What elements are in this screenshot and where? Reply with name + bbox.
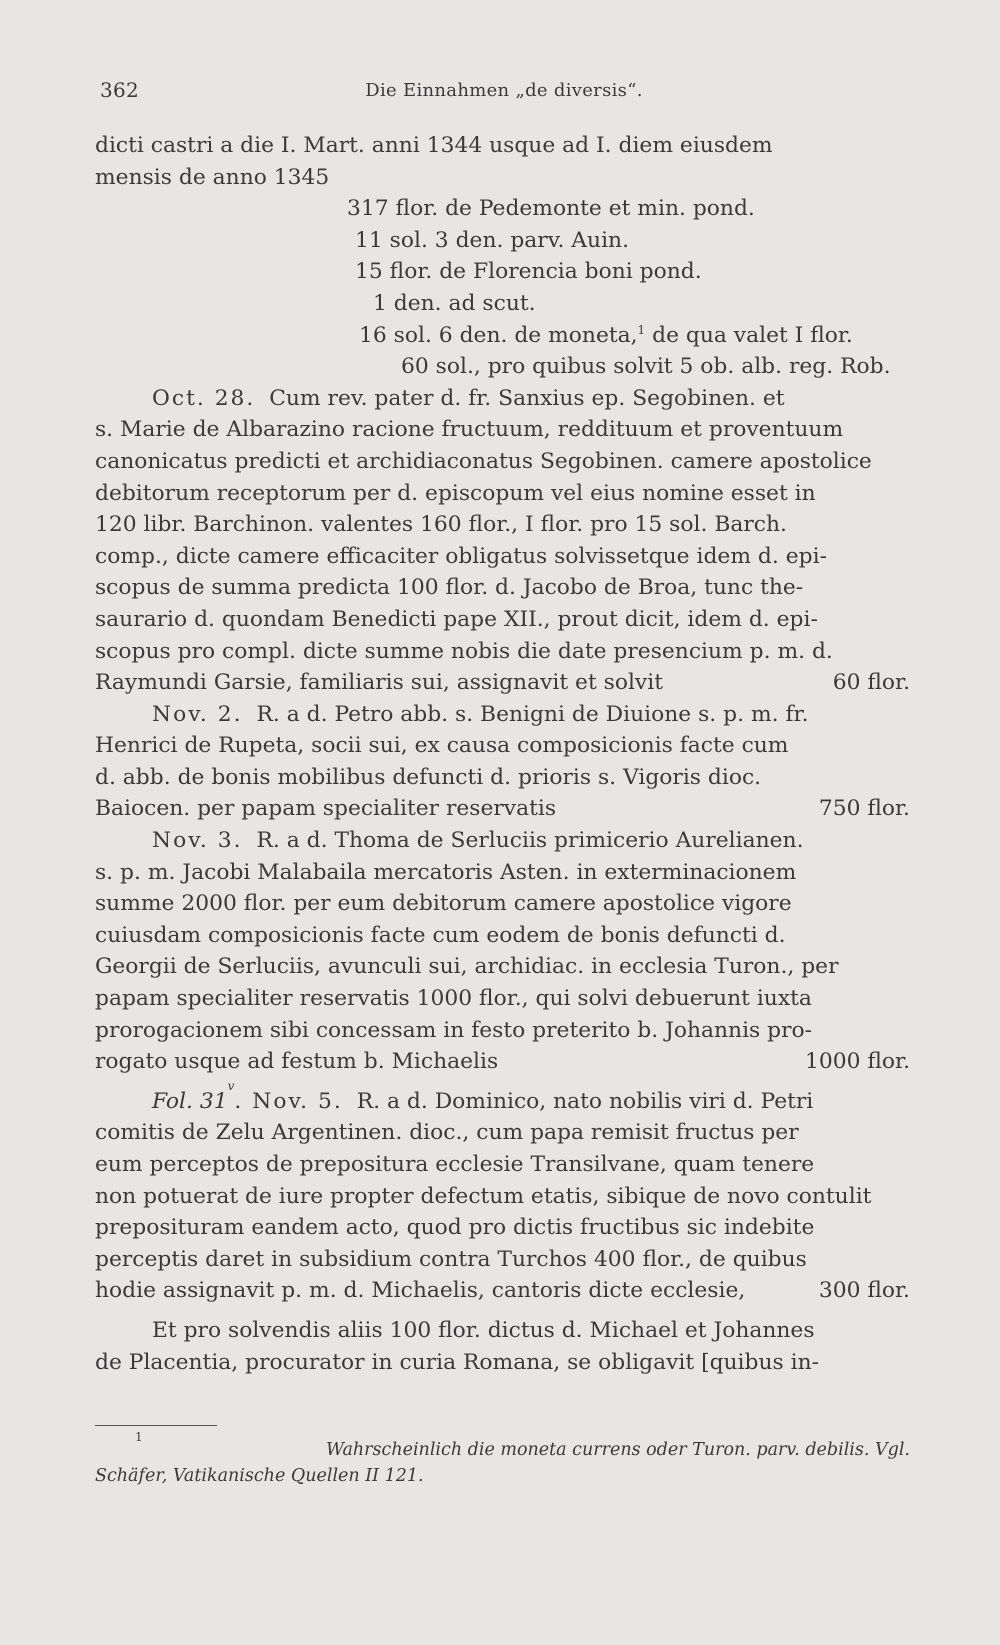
amount-line	[95, 320, 910, 352]
text-line: preposituram eandem acto, quod pro dictis fructibus sic indebite	[95, 1215, 815, 1241]
main-text	[95, 130, 910, 1378]
entry-date: . Nov. 5.	[234, 1088, 343, 1114]
entry-date: Oct. 28.	[152, 385, 256, 411]
footnote-line	[95, 1463, 910, 1489]
amount-line: 60 sol., pro quibus solvit 5 ob. alb. reg. Rob.	[401, 354, 891, 380]
text-line: de Placentia, procurator in curia Romana, se obligavit [quibus in-	[95, 1349, 820, 1375]
text-line: prorogacionem sibi concessam in festo preterito b. Johannis pro-	[95, 1017, 813, 1043]
text-line: Henrici de Rupeta, socii sui, ex causa composicionis facte cum	[95, 733, 789, 759]
footnote-marker: 1	[637, 322, 646, 337]
text-line-with-amount	[95, 1046, 910, 1078]
text-line-with-amount	[95, 1275, 910, 1307]
text-line: s. p. m. Jacobi Malabaila mercatoris Asten. in exterminacionem	[95, 859, 797, 885]
paragraph-first-line: Et pro solvendis aliis 100 flor. dictus d. Michael et Johannes	[152, 1317, 815, 1343]
footnotes	[95, 1430, 910, 1489]
page-header	[100, 78, 908, 108]
footnote-text: Schäfer, Vatikanische Quellen II 121.	[95, 1466, 424, 1486]
text-line: R. a d. Petro abb. s. Benigni de Diuione s. p. m. fr.	[256, 701, 809, 727]
text-line: s. Marie de Albarazino racione fructuum, reddituum et proventuum	[95, 417, 844, 443]
text-line: comp., dicte camere efficaciter obligatus solvissetque idem d. epi-	[95, 543, 827, 569]
text-line: debitorum receptorum per d. episcopum vel eius nomine esset in	[95, 480, 816, 506]
text-line: non potuerat de iure propter defectum etatis, sibique de novo contulit	[95, 1183, 872, 1209]
text-line: Cum rev. pater d. fr. Sanxius ep. Segobinen. et	[269, 385, 785, 411]
text-line: saurario d. quondam Benedicti pape XII., prout dicit, idem d. epi-	[95, 606, 818, 632]
text-line: rogato usque ad festum b. Michaelis	[95, 1049, 499, 1075]
text-line: R. a d. Thoma de Serluciis primicerio Aurelianen.	[256, 828, 804, 854]
text-line: dicti castri a die I. Mart. anni 1344 usque ad I. diem eiusdem	[95, 133, 773, 158]
text-line: cuiusdam composicionis facte cum eodem de bonis defuncti d.	[95, 922, 786, 948]
text-line: R. a d. Dominico, nato nobilis viri d. Petri	[356, 1088, 814, 1114]
entry-amount: 750 flor.	[818, 796, 910, 822]
entry-amount: 60 flor.	[832, 670, 910, 696]
text-line: eum perceptos de prepositura ecclesie Transilvane, quam tenere	[95, 1152, 815, 1177]
text-line: Georgii de Serluciis, avunculi sui, archidiac. in ecclesia Turon., per	[95, 954, 839, 980]
folio-reference: Fol. 31	[152, 1088, 228, 1114]
text-line: canonicatus predicti et archidiaconatus Segobinen. camere apostolice	[95, 448, 872, 474]
text-line: scopus pro compl. dicte summe nobis die date presencium p. m. d.	[95, 638, 833, 664]
page-number: 362	[100, 78, 140, 102]
entry-amount: 300 flor.	[818, 1278, 910, 1304]
text-line: scopus de summa predicta 100 flor. d. Jacobo de Broa, tunc the-	[95, 575, 804, 601]
footnote-divider	[95, 1425, 217, 1426]
entry-date: Nov. 2.	[152, 701, 243, 727]
paragraph-first-line	[95, 1078, 910, 1118]
footnote-line	[95, 1430, 910, 1463]
text-line: Baiocen. per papam specialiter reservatis	[95, 796, 557, 822]
text-line-with-amount	[95, 793, 910, 825]
amount-line: 317 flor. de Pedemonte et min. pond.	[347, 196, 755, 222]
amount-text-tail: de qua valet I flor.	[645, 322, 853, 348]
text-line: d. abb. de bonis mobilibus defuncti d. prioris s. Vigoris dioc.	[95, 764, 762, 790]
text-line: Raymundi Garsie, familiaris sui, assignavit et solvit	[95, 670, 663, 696]
amount-line: 15 flor. de Florencia boni pond.	[355, 259, 702, 285]
amount-text: 16 sol. 6 den. de moneta,	[359, 322, 638, 348]
amount-line: 11 sol. 3 den. parv. Auin.	[355, 227, 630, 253]
text-line: perceptis daret in subsidium contra Turchos 400 flor., de quibus	[95, 1246, 807, 1272]
text-line: papam specialiter reservatis 1000 flor., qui solvi debuerunt iuxta	[95, 986, 812, 1012]
paragraph-first-line	[95, 699, 910, 731]
entry-date: Nov. 3.	[152, 828, 243, 854]
text-line: 120 libr. Barchinon. valentes 160 flor., I flor. pro 15 sol. Barch.	[95, 512, 787, 538]
entry-amount: 1000 flor.	[804, 1049, 910, 1075]
text-line: comitis de Zelu Argentinen. dioc., cum papa remisit fructus per	[95, 1120, 799, 1146]
paragraph-first-line	[95, 825, 910, 857]
footnote-number: 1	[135, 1430, 143, 1444]
text-line-with-amount	[95, 667, 910, 699]
text-line: summe 2000 flor. per eum debitorum camere apostolice vigore	[95, 891, 792, 917]
text-line: mensis de anno 1345	[95, 164, 330, 190]
paragraph-first-line	[95, 383, 910, 415]
amount-line: 1 den. ad scut.	[373, 290, 536, 316]
text-line: hodie assignavit p. m. d. Michaelis, cantoris dicte ecclesie,	[95, 1278, 746, 1304]
running-title: Die Einnahmen „de diversis“.	[365, 80, 643, 101]
footnote-text: Wahrscheinlich die moneta currens oder Turon. parv. debilis. Vgl.	[326, 1440, 910, 1460]
folio-side: v	[227, 1078, 235, 1093]
